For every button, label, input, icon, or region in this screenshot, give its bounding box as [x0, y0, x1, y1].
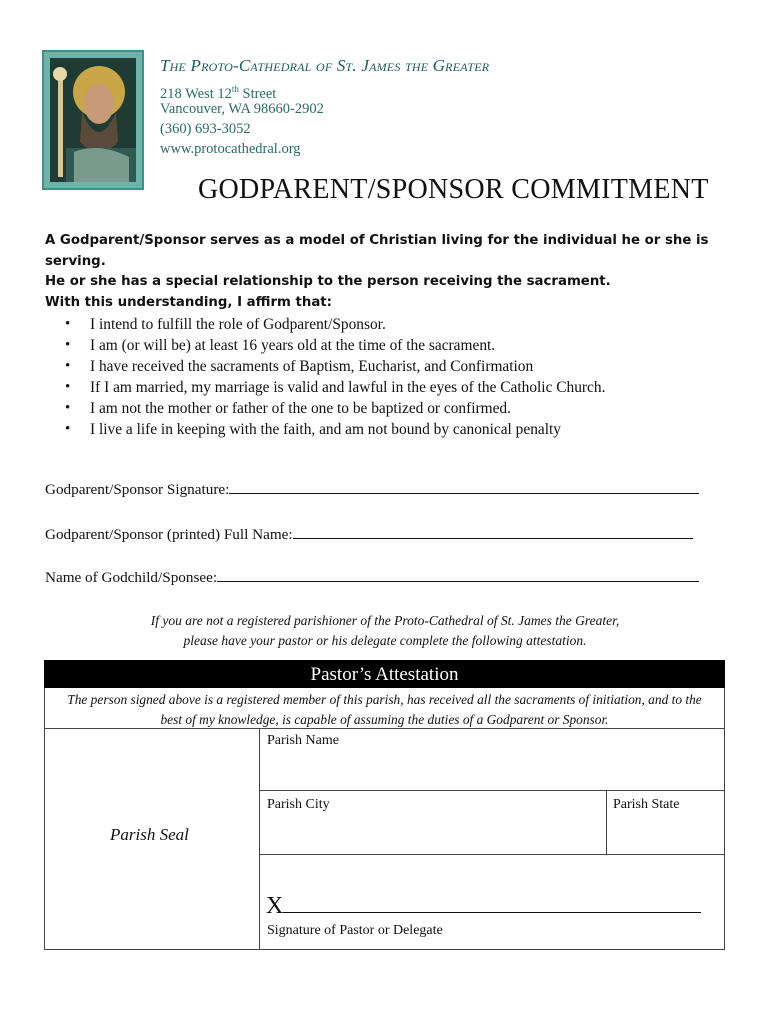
printed-name-field [45, 525, 693, 544]
attestation-heading: Pastor’s Attestation [44, 660, 725, 688]
list-item: • If I am married, my marriage is valid and lawful in the eyes of the Catholic Church. [65, 379, 606, 396]
pastor-signature-line[interactable] [266, 892, 701, 920]
intro-line-1: A Godparent/Sponsor serves as a model of Christian living for the individual he or she is serving. [45, 233, 709, 269]
list-item: • I intend to fulfill the role of Godparent/Sponsor. [65, 316, 386, 333]
list-item: • I am (or will be) at least 16 years old at the time of the sacrament. [65, 337, 496, 354]
parish-city-field[interactable]: Parish City [267, 797, 330, 812]
divider [259, 728, 260, 950]
printed-name-label: Godparent/Sponsor (printed) Full Name: [45, 526, 293, 543]
church-logo [42, 50, 144, 190]
godchild-name-label: Name of Godchild/Sponsee: [45, 569, 218, 586]
sponsor-signature-line[interactable] [229, 480, 699, 494]
city-address: Vancouver, WA 98660-2902 [160, 101, 324, 117]
divider [44, 728, 725, 729]
intro-text [45, 231, 735, 313]
sponsor-signature-label: Godparent/Sponsor Signature: [45, 481, 230, 498]
list-item: • I have received the sacraments of Baptism, Eucharist, and Confirmation [65, 358, 534, 375]
sponsor-signature-field [45, 480, 699, 499]
parish-seal-area[interactable]: Parish Seal [110, 825, 189, 844]
attestation-text: The person signed above is a registered member of this parish, has received all the sacraments of initiation, and to the best of my knowledge, is capable of assuming the duties of a Godparent or Sponsor. [67, 692, 702, 727]
godchild-name-field [45, 568, 699, 587]
x-mark: X [266, 893, 284, 919]
street-address: 218 West 12th Street [160, 84, 277, 102]
bullet-icon: • [65, 337, 71, 353]
printed-name-line[interactable] [293, 525, 693, 539]
intro-line-2: He or she has a special relationship to the person receiving the sacrament. [45, 274, 611, 289]
divider [606, 790, 607, 854]
intro-line-3: With this understanding, I affirm that: [45, 294, 332, 310]
website-link[interactable]: www.protocathedral.org [160, 141, 301, 157]
bullet-icon: • [65, 316, 71, 332]
list-item: • I live a life in keeping with the faith, and am not bound by canonical penalty [65, 421, 561, 438]
bullet-icon: • [65, 400, 71, 416]
parishioner-note: If you are not a registered parishioner of the Proto-Cathedral of St. James the Greater, please have your pastor or his delegate complete the following attestation. [150, 613, 620, 648]
bullet-icon: • [65, 379, 71, 395]
pastor-signature-label: Signature of Pastor or Delegate [267, 923, 443, 938]
church-name: The Proto-Cathedral of St. James the Greater [160, 56, 490, 75]
phone-number: (360) 693-3052 [160, 121, 251, 137]
divider [259, 790, 725, 791]
bullet-icon: • [65, 358, 71, 374]
page-title: GODPARENT/SPONSOR COMMITMENT [198, 174, 709, 205]
bullet-icon: • [65, 421, 71, 437]
affirmation-list [42, 314, 740, 440]
godchild-name-line[interactable] [217, 568, 699, 582]
parish-name-field[interactable]: Parish Name [267, 733, 339, 748]
parish-state-field[interactable]: Parish State [613, 797, 680, 812]
list-item: • I am not the mother or father of the one to be baptized or confirmed. [65, 400, 511, 417]
divider [259, 854, 725, 855]
